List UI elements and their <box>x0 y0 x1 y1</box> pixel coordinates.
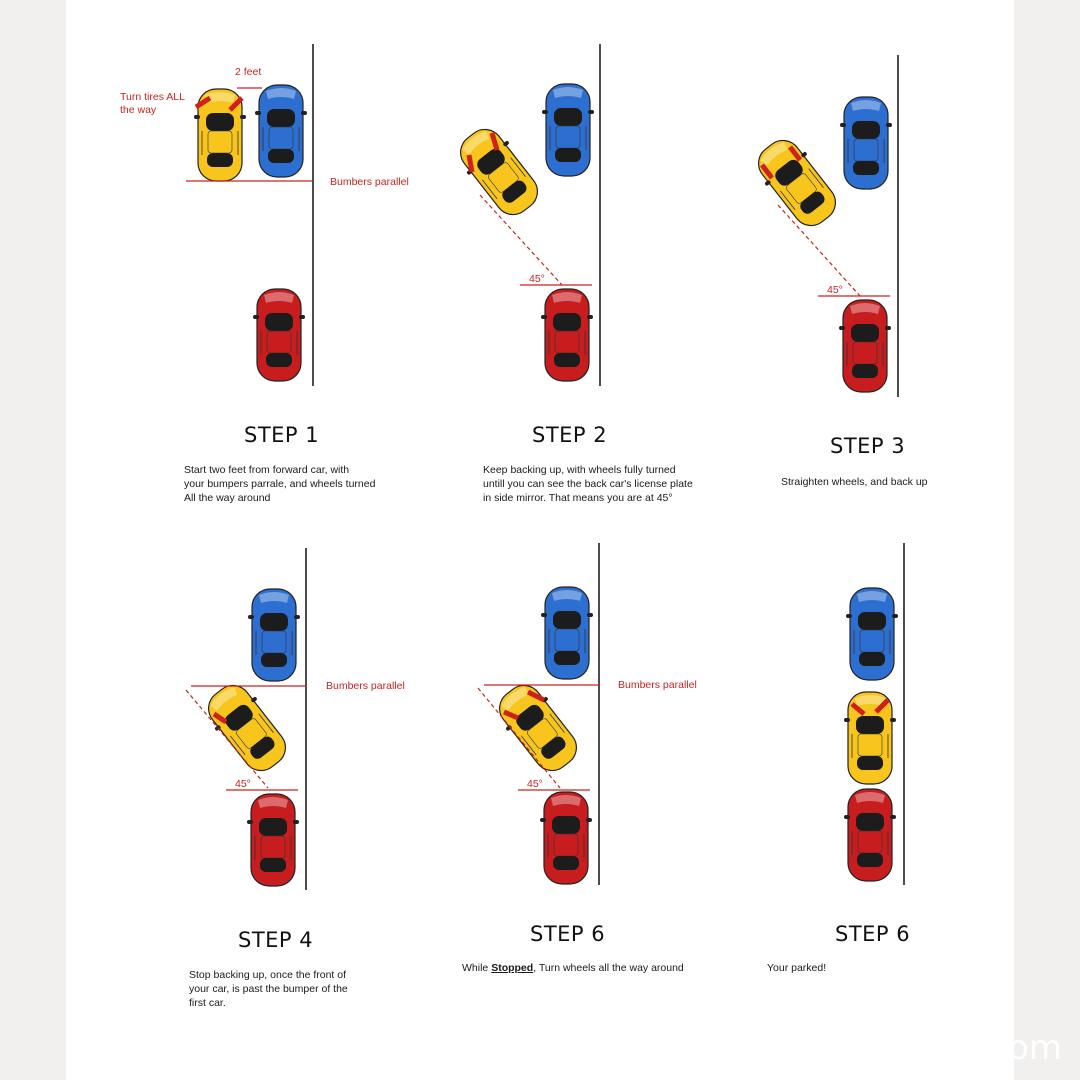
turn-tires-label: Turn tires ALL <box>120 91 185 103</box>
red-car-icon <box>540 792 592 884</box>
red-car-icon <box>541 289 593 381</box>
step5-desc-bold: Stopped <box>491 962 534 974</box>
yellow-car-icon <box>450 120 548 225</box>
yellow-car-icon <box>748 131 846 236</box>
step6-title: STEP 6 <box>835 922 911 946</box>
angle-label: 45° <box>527 778 543 790</box>
step3-description: Straighten wheels, and back up <box>781 476 928 488</box>
step4-description: Stop backing up, once the front of your car, is past the bumper of the first car. <box>189 969 348 1009</box>
step5-description <box>462 961 684 975</box>
angle-label: 45° <box>827 284 843 296</box>
red-car-icon <box>839 300 891 392</box>
angle-label: 45° <box>529 273 545 285</box>
two-feet-label: 2 feet <box>235 66 262 78</box>
step5-title: STEP 6 <box>530 922 606 946</box>
step6-diagram <box>844 543 904 885</box>
yellow-car-icon <box>489 676 587 781</box>
blue-car-icon <box>542 84 594 176</box>
step2-title: STEP 2 <box>532 423 608 447</box>
step5-diagram <box>478 543 697 885</box>
blue-car-icon <box>541 587 593 679</box>
angle-label: 45° <box>235 778 251 790</box>
step1-description: Start two feet from forward car, with your bumpers parrale, and wheels turned All the way around <box>184 464 376 504</box>
blue-car-icon <box>846 588 898 680</box>
wheel-marker <box>469 155 472 172</box>
red-car-icon <box>253 289 305 381</box>
step6-description: Your parked! <box>767 962 827 974</box>
turn-tires-label-2: the way <box>120 104 157 116</box>
step1-diagram <box>120 44 409 386</box>
blue-car-icon <box>248 589 300 681</box>
blue-car-icon <box>840 97 892 189</box>
yellow-car-icon <box>198 676 296 781</box>
red-car-icon <box>844 789 896 881</box>
bumpers-parallel-label: Bumbers parallel <box>618 679 697 691</box>
watermark: om <box>1008 1028 1062 1068</box>
step5-desc-post: , Turn wheels all the way around <box>533 962 684 974</box>
step3-title: STEP 3 <box>830 434 906 458</box>
step5-desc-pre: While <box>462 962 492 974</box>
step1-title: STEP 1 <box>244 423 320 447</box>
step2-diagram <box>450 44 600 386</box>
step2-description: Keep backing up, with wheels fully turned untill you can see the back car's license plate in side mirror. That means you are at 45° <box>483 464 693 504</box>
blue-car-icon <box>255 85 307 177</box>
bumpers-parallel-label: Bumbers parallel <box>326 680 405 692</box>
red-car-icon <box>247 794 299 886</box>
step4-diagram <box>186 548 405 890</box>
step3-diagram <box>748 55 898 397</box>
bumpers-parallel-label: Bumbers parallel <box>330 176 409 188</box>
step4-title: STEP 4 <box>238 928 314 952</box>
